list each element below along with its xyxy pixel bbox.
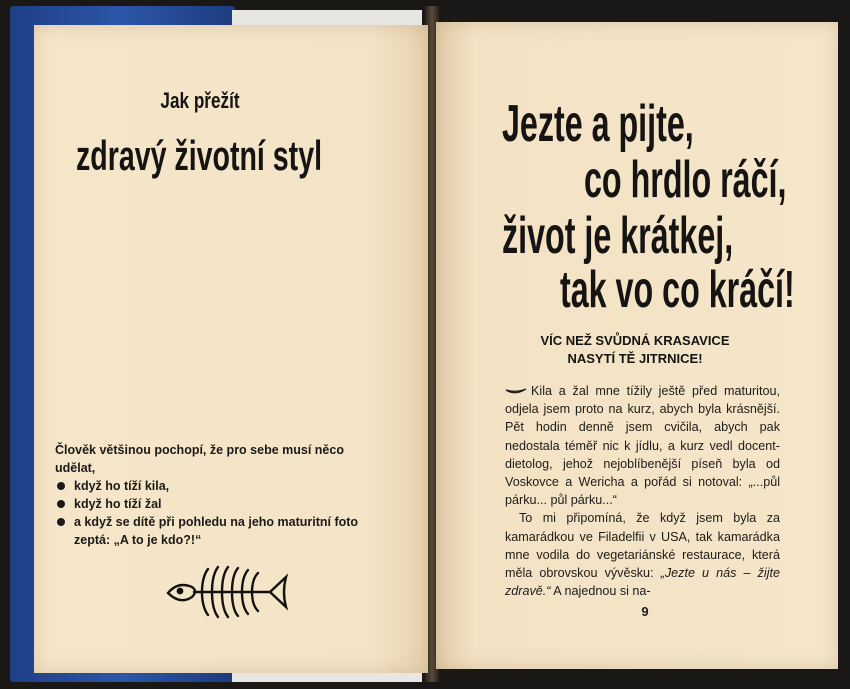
left-page-title: zdravý životní styl: [76, 132, 323, 179]
right-page-title-line-1: Jezte a pijte,: [502, 95, 694, 153]
fish-skeleton-icon: [158, 555, 298, 625]
section-heading: [520, 332, 750, 368]
bullet-icon: [57, 500, 65, 508]
list-item: když ho tíží žal: [55, 495, 365, 513]
list-item: když ho tíží kila,: [55, 477, 365, 495]
paragraph-2: To mi připomíná, že když jsem byla za kamarádkou ve Filadelfii v USA, tak kamarádka mne vodila do vegetariánské restaurace, která měla obrovskou vývěsku: „Jezte u nás – žijte zdravě.“ A najednou si na-: [505, 511, 781, 599]
body-text: [505, 382, 780, 600]
left-page-intro: Člověk většinou pochopí, že pro sebe musí něco udělat,: [55, 443, 344, 475]
right-page-title-line-3: život je krátkej,: [502, 207, 734, 265]
right-page-title-line-2: co hrdlo ráčí,: [584, 151, 787, 209]
right-page-title-line-4: tak vo co kráčí!: [560, 261, 795, 319]
left-page-subtitle: Jak přežít: [160, 88, 240, 113]
list-item: a když se dítě při pohledu na jeho maturitní foto zeptá: „A to je kdo?!“: [55, 513, 365, 549]
left-page-bullet-list: [55, 477, 365, 549]
paragraph-1: Kila a žal mne tížily ještě před maturitou, odjela jsem proto na kurz, abych byla krásnější. Pět hodin denně jsem cvičila, abych pak nedostala téměř nic k jídlu, a kurz vedl docent-dietolog, jehož nejoblíbenější píseň byla od Voskovce a Wericha a pořád si notoval: „...půl párku... půl párku...“: [505, 384, 780, 508]
leaf-ornament-icon: [505, 387, 527, 397]
section-heading-line-2: NASYTÍ TĚ JITRNICE!: [567, 351, 703, 366]
bullet-icon: [57, 518, 65, 526]
bullet-icon: [57, 482, 65, 490]
restaurant-sign-quote: „Jezte u nás – žijte zdravě.“: [505, 566, 781, 599]
page-number: 9: [641, 604, 649, 619]
section-heading-line-1: VÍC NEŽ SVŮDNÁ KRASAVICE: [540, 333, 730, 348]
